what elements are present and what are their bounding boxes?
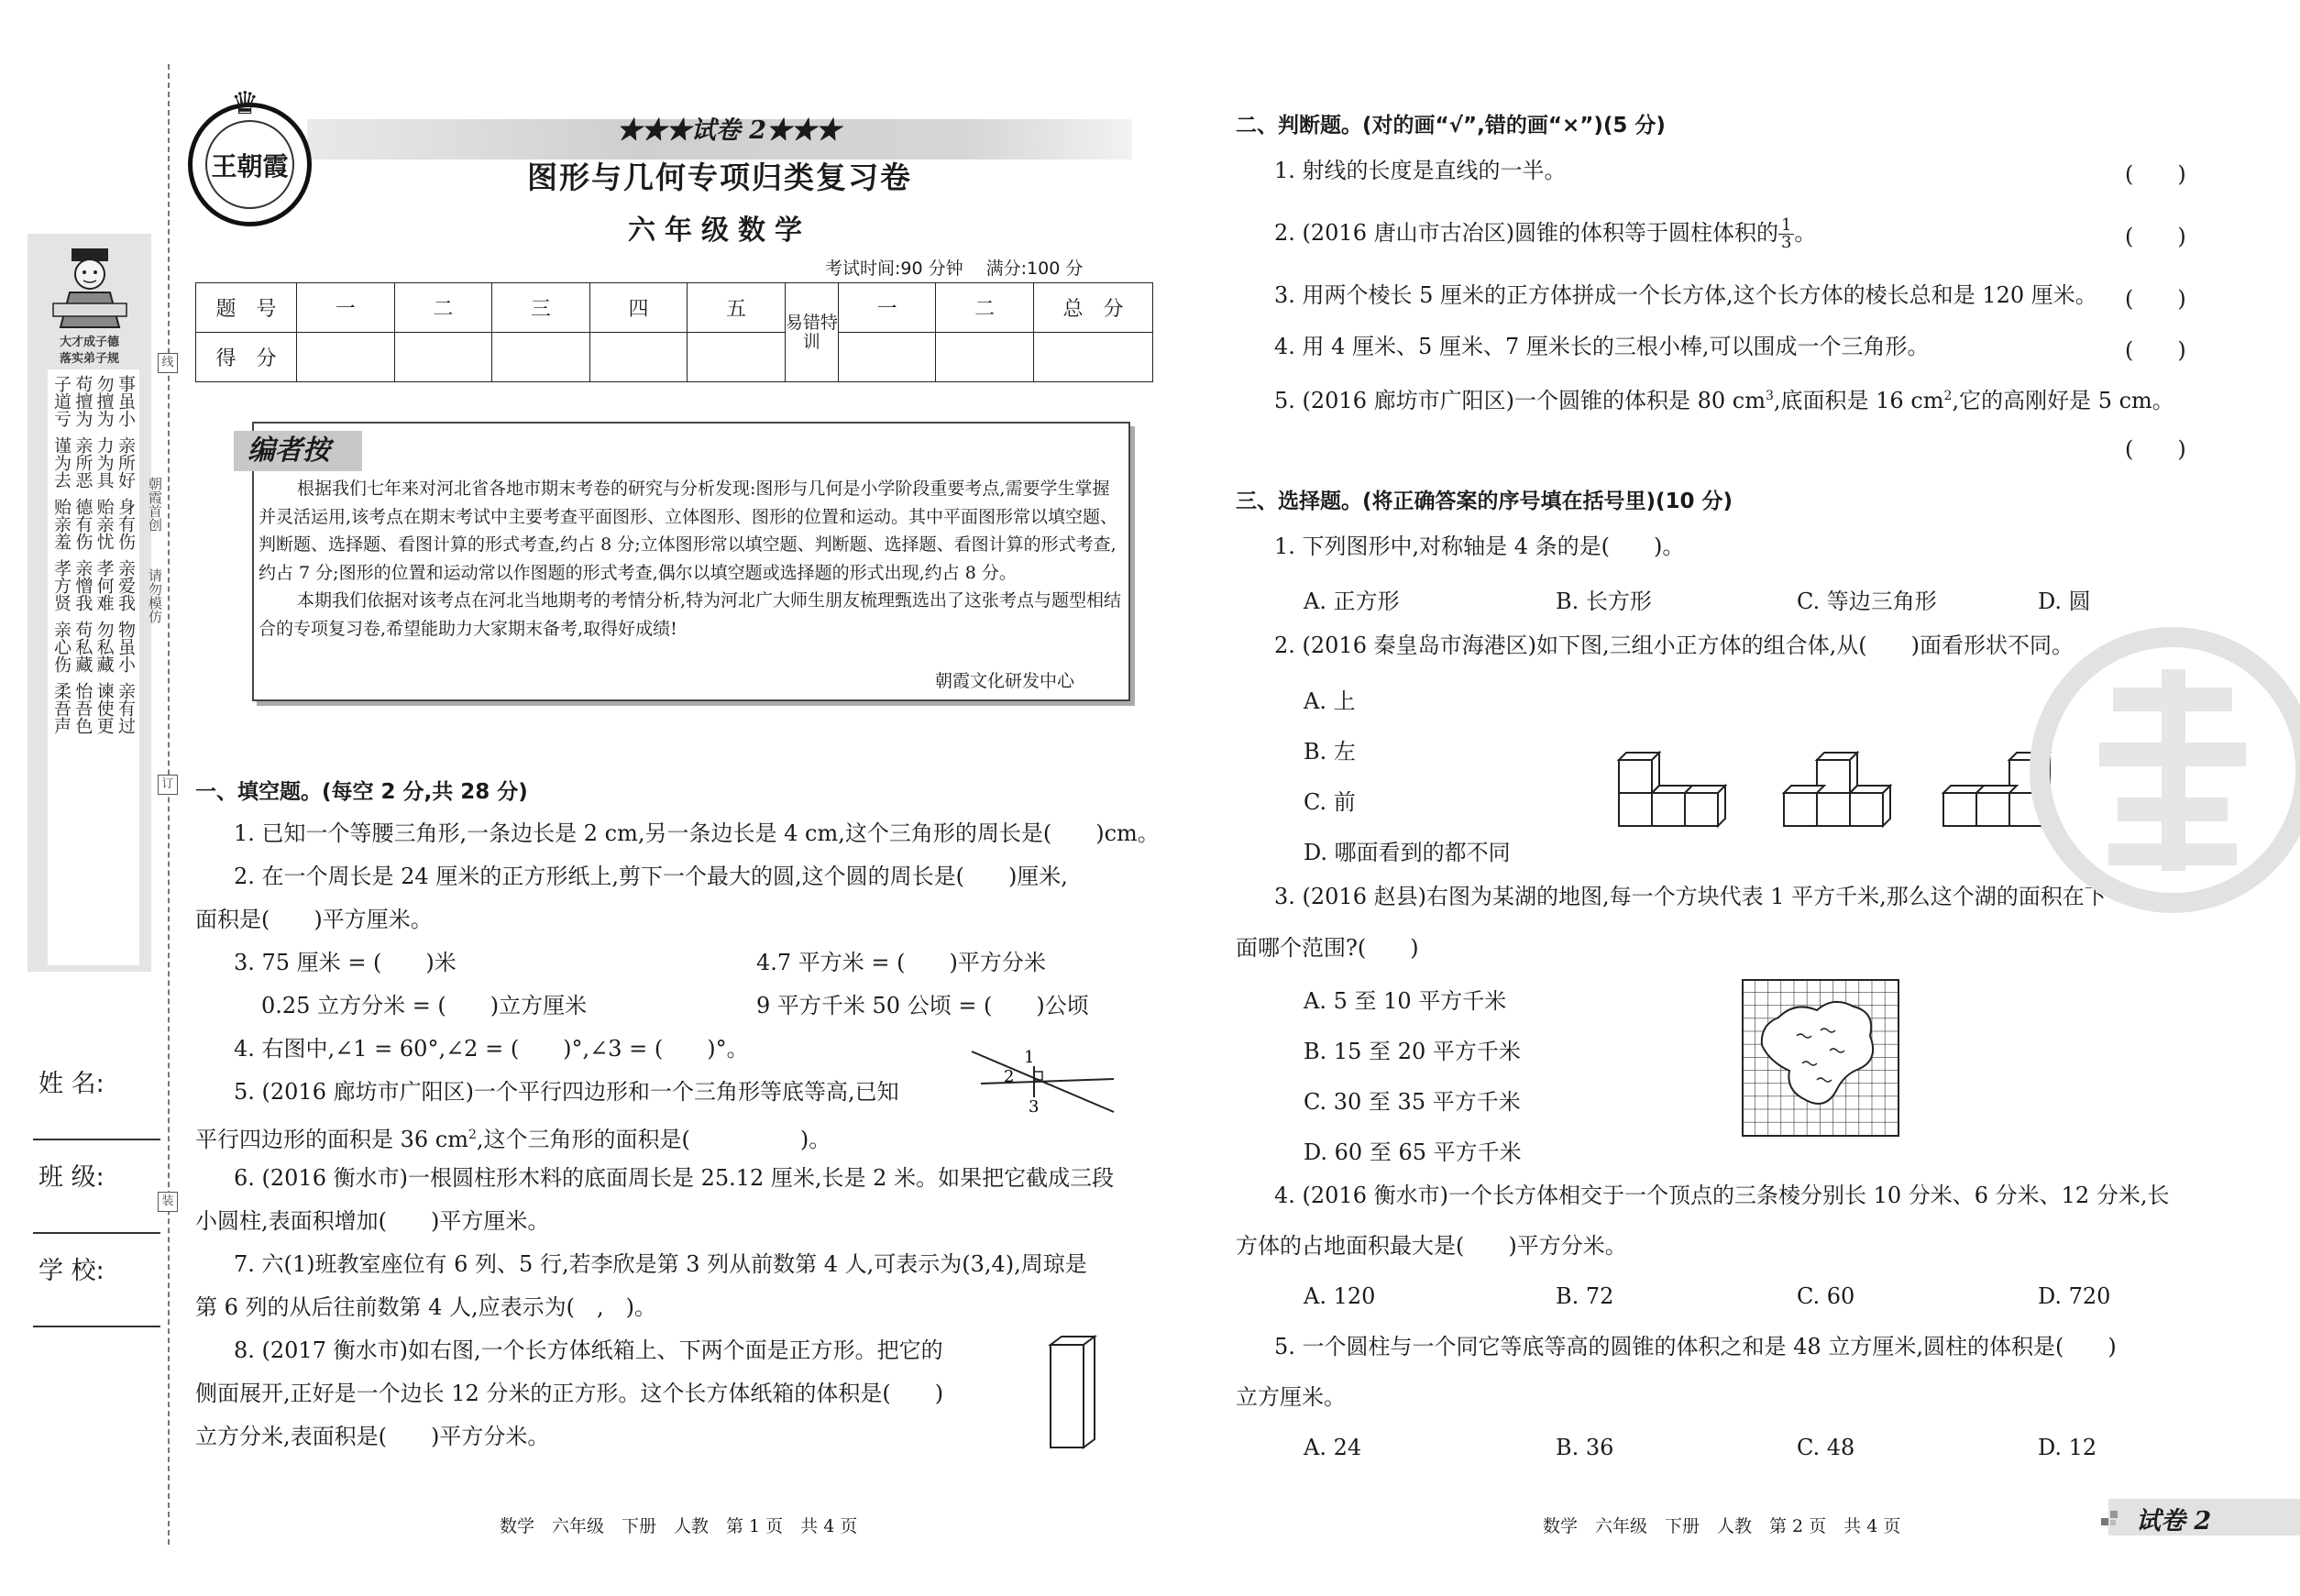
footer-left: 数学 六年级 下册 人教 第 1 页 共 4 页 — [500, 1516, 858, 1536]
poem-block — [51, 375, 136, 427]
option[interactable]: B. 15 至 20 平方千米 — [1304, 1039, 1521, 1064]
question-1-7-cont: 第 6 列的从后往前数第 4 人,应表示为( , )。 — [195, 1294, 657, 1320]
paper-badge: 试卷 2 — [2136, 1507, 2212, 1535]
poem-column: 孝方贤 — [51, 559, 72, 611]
class-field[interactable] — [28, 1157, 160, 1250]
option[interactable]: B. 36 — [1556, 1435, 1614, 1460]
poem-block — [51, 498, 136, 550]
option[interactable]: A. 上 — [1304, 688, 1356, 714]
question-3-3: 3. (2016 赵县)右图为某湖的地图,每一个方块代表 1 平方千米,那么这个湖的面积在下 — [1274, 884, 2107, 909]
brand-logo — [188, 85, 312, 226]
question-3-2: 2. (2016 秦皇岛市海港区)如下图,三组小正方体的组合体,从( )面看形状不同。 — [1274, 633, 2074, 658]
question-2-5: 5. (2016 廊坊市广阳区)一个圆锥的体积是 80 $cm^3$,底面积是 16 $cm^2$,它的高刚好是 5 cm。 — [1274, 388, 2174, 413]
option[interactable]: B. 左 — [1304, 739, 1356, 765]
cut-label-original: 朝霞首创 — [147, 477, 163, 532]
answer-paren[interactable]: ( ) — [2125, 436, 2186, 462]
poem-column: 身有伤 — [115, 498, 136, 550]
table-cell: 总 分 — [1034, 283, 1153, 333]
option[interactable]: B. 长方形 — [1556, 589, 1652, 614]
question-text: 5. (2016 廊坊市广阳区)一个圆锥的体积是 80 cm — [1274, 388, 1766, 413]
editor-note-body — [259, 475, 1126, 643]
cut-box-line: 线 — [158, 353, 178, 373]
poem-column: 事虽小 — [115, 375, 136, 427]
name-label: 姓 名: — [39, 1070, 105, 1098]
fraction — [1778, 217, 1794, 251]
question-text: 。 — [1794, 220, 1817, 246]
secret-seal-watermark-icon — [2026, 623, 2300, 917]
answer-paren[interactable]: ( ) — [2125, 337, 2186, 363]
question-1-7: 7. 六(1)班教室座位有 6 列、5 行,若李欣是第 3 列从前数第 4 人,可表示为(3,4),周琼是 — [234, 1251, 1087, 1277]
question-3-3-cont: 面哪个范围?( ) — [1236, 935, 1419, 961]
motto-line-1: 大才成子德 — [59, 336, 119, 349]
score-table — [195, 282, 1153, 382]
question-1-3b: 4.7 平方米 = ( )平方分米 — [756, 950, 1046, 975]
logo-text: 王朝霞 — [205, 120, 294, 209]
table-cell: 一 — [297, 283, 395, 333]
table-cell: 得 分 — [196, 333, 297, 382]
score-cell[interactable] — [589, 333, 688, 382]
scholar-portrait-icon — [46, 245, 133, 332]
table-cell: 三 — [492, 283, 590, 333]
answer-paren[interactable]: ( ) — [2125, 224, 2186, 249]
option[interactable]: C. 60 — [1797, 1283, 1855, 1309]
poem-column: 苟私藏 — [72, 621, 94, 673]
angle-label: 2 — [1004, 1067, 1015, 1086]
editor-paragraph: 根据我们七年来对河北省各地市期末考卷的研究与分析发现:图形与几何是小学阶段重要考点,需要学生掌握并灵活运用,该考点在期末考试中主要考查平面图形、立体图形、图形的位置和运动。其中平面图形常以填空题、判断题、选择题、看图计算的形式考查,约占 8 分;立体图形常以填空题、判断题、选择题、看图计算的形式考查,约占 7 分;图形的位置和运动常以作图题的形式考查,偶尔以填空题或选择题的形式出现,约占 8 分。 — [259, 479, 1118, 583]
poem-column: 孝何难 — [94, 559, 115, 611]
answer-paren[interactable]: ( ) — [2125, 286, 2186, 312]
question-3-1: 1. 下列图形中,对称轴是 4 条的是( )。 — [1274, 534, 1685, 559]
poem-column: 亲爱我 — [115, 559, 136, 611]
question-1-4: 4. 右图中,∠1 = 60°,∠2 = ( )°,∠3 = ( )°。 — [234, 1036, 749, 1062]
angle-label: 1 — [1024, 1048, 1035, 1067]
question-text: 2. (2016 唐山市古冶区)圆锥的体积等于圆柱体积的 — [1274, 220, 1778, 246]
poem-column: 勿私藏 — [94, 621, 115, 673]
school-label: 学 校: — [39, 1257, 105, 1285]
option[interactable]: D. 12 — [2038, 1435, 2097, 1460]
question-1-8-cont: 侧面展开,正好是一个边长 12 分米的正方形。这个长方体纸箱的体积是( ) — [195, 1381, 944, 1406]
poem-column: 谨为去 — [51, 436, 72, 489]
table-cell: 二 — [394, 283, 492, 333]
poem-column: 苟擅为 — [72, 375, 94, 427]
name-field[interactable] — [28, 1063, 160, 1157]
question-1-5: 5. (2016 廊坊市广阳区)一个平行四边形和一个三角形等底等高,已知 — [234, 1079, 899, 1105]
question-1-2: 2. 在一个周长是 24 厘米的正方形纸上,剪下一个最大的圆,这个圆的周长是( )厘米, — [234, 864, 1068, 889]
score-cell[interactable] — [492, 333, 590, 382]
poem-column: 柔吾声 — [51, 682, 72, 734]
cut-box-bind: 订 — [158, 775, 178, 795]
editor-signature: 朝霞文化研发中心 — [935, 671, 1075, 691]
class-line[interactable] — [33, 1232, 160, 1234]
table-cell: 二 — [936, 283, 1034, 333]
table-cell: 四 — [589, 283, 688, 333]
question-text: ,底面积是 16 cm — [1773, 388, 1944, 413]
poem-block — [51, 682, 136, 734]
score-cell[interactable] — [936, 333, 1034, 382]
option[interactable]: C. 48 — [1797, 1435, 1855, 1460]
option[interactable]: B. 72 — [1556, 1283, 1614, 1309]
poem-column: 子道亏 — [51, 375, 72, 427]
poem-column: 勿擅为 — [94, 375, 115, 427]
poem-column: 亲心伤 — [51, 621, 72, 673]
poem-column: 亲所好 — [115, 436, 136, 489]
poem-column: 亲所恶 — [72, 436, 94, 489]
score-cell[interactable] — [838, 333, 936, 382]
question-3-5: 5. 一个圆柱与一个同它等底等高的圆锥的体积之和是 48 立方厘米,圆柱的体积是( ) — [1274, 1334, 2117, 1359]
question-1-3a: 3. 75 厘米 = ( )米 — [234, 950, 457, 975]
question-2-3: 3. 用两个棱长 5 厘米的正方体拼成一个长方体,这个长方体的棱长总和是 120 厘米。 — [1274, 282, 2097, 308]
poem-column: 贻亲忧 — [94, 498, 115, 550]
answer-paren[interactable]: ( ) — [2125, 161, 2186, 187]
poem-column: 亲憎我 — [72, 559, 94, 611]
fraction-denominator: 3 — [1780, 233, 1792, 252]
angle-label: 3 — [1029, 1097, 1040, 1117]
score-cell[interactable] — [297, 333, 395, 382]
question-2-4: 4. 用 4 厘米、5 厘米、7 厘米长的三根小棒,可以围成一个三角形。 — [1274, 334, 1930, 359]
option[interactable]: C. 前 — [1304, 789, 1356, 815]
cuboid-box-figure — [1045, 1334, 1100, 1453]
name-line[interactable] — [33, 1139, 160, 1140]
question-1-6: 6. (2016 衡水市)一根圆柱形木料的底面周长是 25.12 厘米,长是 2 米。如果把它截成三段 — [234, 1165, 1115, 1191]
exam-time-info: 考试时间:90 分钟 满分:100 分 — [825, 259, 1084, 279]
question-3-4-cont: 方体的占地面积最大是( )平方分米。 — [1236, 1233, 1627, 1259]
crown-icon: ♛ — [231, 85, 259, 122]
editor-paragraph: 本期我们依据对该考点在河北当地期考的考情分析,特为河北广大师生朋友梳理甄选出了这张考点与题型相结合的专项复习卷,希望能助力大家期末备考,取得好成绩! — [259, 590, 1122, 639]
option[interactable]: A. 120 — [1304, 1283, 1376, 1309]
angle-figure — [967, 1040, 1118, 1118]
table-cell: 题 号 — [196, 283, 297, 333]
question-1-8: 8. (2017 衡水市)如右图,一个长方体纸箱上、下两个面是正方形。把它的 — [234, 1337, 943, 1363]
question-1-3c: 0.25 立方分米 = ( )立方厘米 — [261, 993, 588, 1018]
poem-block — [51, 436, 136, 489]
badge-dots-icon — [2099, 1503, 2125, 1529]
table-row — [196, 333, 1153, 382]
option[interactable]: C. 30 至 35 平方千米 — [1304, 1089, 1521, 1115]
option[interactable]: A. 5 至 10 平方千米 — [1304, 988, 1507, 1014]
cut-label-nocopy: 请勿模仿 — [147, 568, 163, 623]
poem-column: 贻亲羞 — [51, 498, 72, 550]
editor-note-tag: 编者按 — [234, 431, 362, 471]
score-cell[interactable] — [394, 333, 492, 382]
page-subtitle: 六年级数学 — [628, 215, 811, 247]
section-3-title: 三、选择题。(将正确答案的序号填在括号里)(10 分) — [1236, 490, 1733, 513]
option[interactable]: C. 等边三角形 — [1797, 589, 1937, 614]
option[interactable]: A. 24 — [1304, 1435, 1362, 1460]
question-2-1: 1. 射线的长度是直线的一半。 — [1274, 158, 1567, 183]
question-1-2-cont: 面积是( )平方厘米。 — [195, 907, 433, 932]
footer-right: 数学 六年级 下册 人教 第 2 页 共 4 页 — [1543, 1516, 1901, 1536]
cut-line — [168, 64, 170, 1545]
question-3-5-cont: 立方厘米。 — [1236, 1384, 1346, 1410]
question-2-2 — [1274, 213, 1816, 253]
section-1-title: 一、填空题。(每空 2 分,共 28 分) — [195, 780, 528, 804]
page-title: 图形与几何专项归类复习卷 — [527, 160, 912, 195]
option[interactable]: D. 哪面看到的都不同 — [1304, 840, 1511, 865]
school-line[interactable] — [33, 1326, 160, 1327]
score-cell[interactable] — [688, 333, 786, 382]
question-1-3d: 9 平方千米 50 公顷 = ( )公顷 — [756, 993, 1089, 1018]
poem-block — [51, 621, 136, 673]
fraction-numerator: 1 — [1778, 217, 1794, 235]
special-training-label: 易错特训 — [785, 283, 838, 382]
cut-box-staple: 装 — [158, 1192, 178, 1212]
question-1-5-cont: 平行四边形的面积是 36 $cm^2$,这个三角形的面积是( )。 — [195, 1127, 831, 1152]
motto-line-2: 落实弟子规 — [59, 352, 119, 366]
student-info — [28, 1063, 160, 1344]
option[interactable]: D. 圆 — [2038, 589, 2091, 614]
paper-number-tag: ★★★试卷 2★★★ — [616, 116, 842, 145]
margin-strip — [28, 234, 151, 972]
option[interactable]: D. 720 — [2038, 1283, 2111, 1309]
poem-column: 德有伤 — [72, 498, 94, 550]
option[interactable]: D. 60 至 65 平方千米 — [1304, 1139, 1522, 1165]
table-cell: 一 — [838, 283, 936, 333]
class-label: 班 级: — [39, 1163, 105, 1192]
question-text: 平行四边形的面积是 36 cm — [195, 1127, 468, 1152]
question-3-4: 4. (2016 衡水市)一个长方体相交于一个顶点的三条棱分别长 10 分米、6 分米、12 分米,长 — [1274, 1183, 2170, 1208]
question-text: ,它的高刚好是 5 cm。 — [1952, 388, 2174, 413]
poem-column: 物虽小 — [115, 621, 136, 673]
poem-column: 谏使更 — [94, 682, 115, 734]
question-1-6-cont: 小圆柱,表面积增加( )平方厘米。 — [195, 1208, 550, 1234]
question-1-1: 1. 已知一个等腰三角形,一条边长是 2 cm,另一条边长是 4 cm,这个三角形的周长是( )cm。 — [234, 820, 1160, 846]
option[interactable]: A. 正方形 — [1304, 589, 1400, 614]
section-2-title: 二、判断题。(对的画“√”,错的画“×”)(5 分) — [1236, 114, 1666, 138]
cube-groups-figure — [1613, 747, 2053, 839]
question-1-8-cont2: 立方分米,表面积是( )平方分米。 — [195, 1424, 550, 1449]
school-field[interactable] — [28, 1250, 160, 1344]
poem-block — [51, 559, 136, 611]
poem-column: 力为具 — [94, 436, 115, 489]
poem-panel — [48, 369, 139, 965]
poem-column: 怡吾色 — [72, 682, 94, 734]
table-cell: 五 — [688, 283, 786, 333]
lake-map-figure — [1742, 979, 1899, 1137]
score-cell[interactable] — [1034, 333, 1153, 382]
question-text: ,这个三角形的面积是( )。 — [476, 1127, 831, 1152]
poem-column: 亲有过 — [115, 682, 136, 734]
table-row — [196, 283, 1153, 333]
